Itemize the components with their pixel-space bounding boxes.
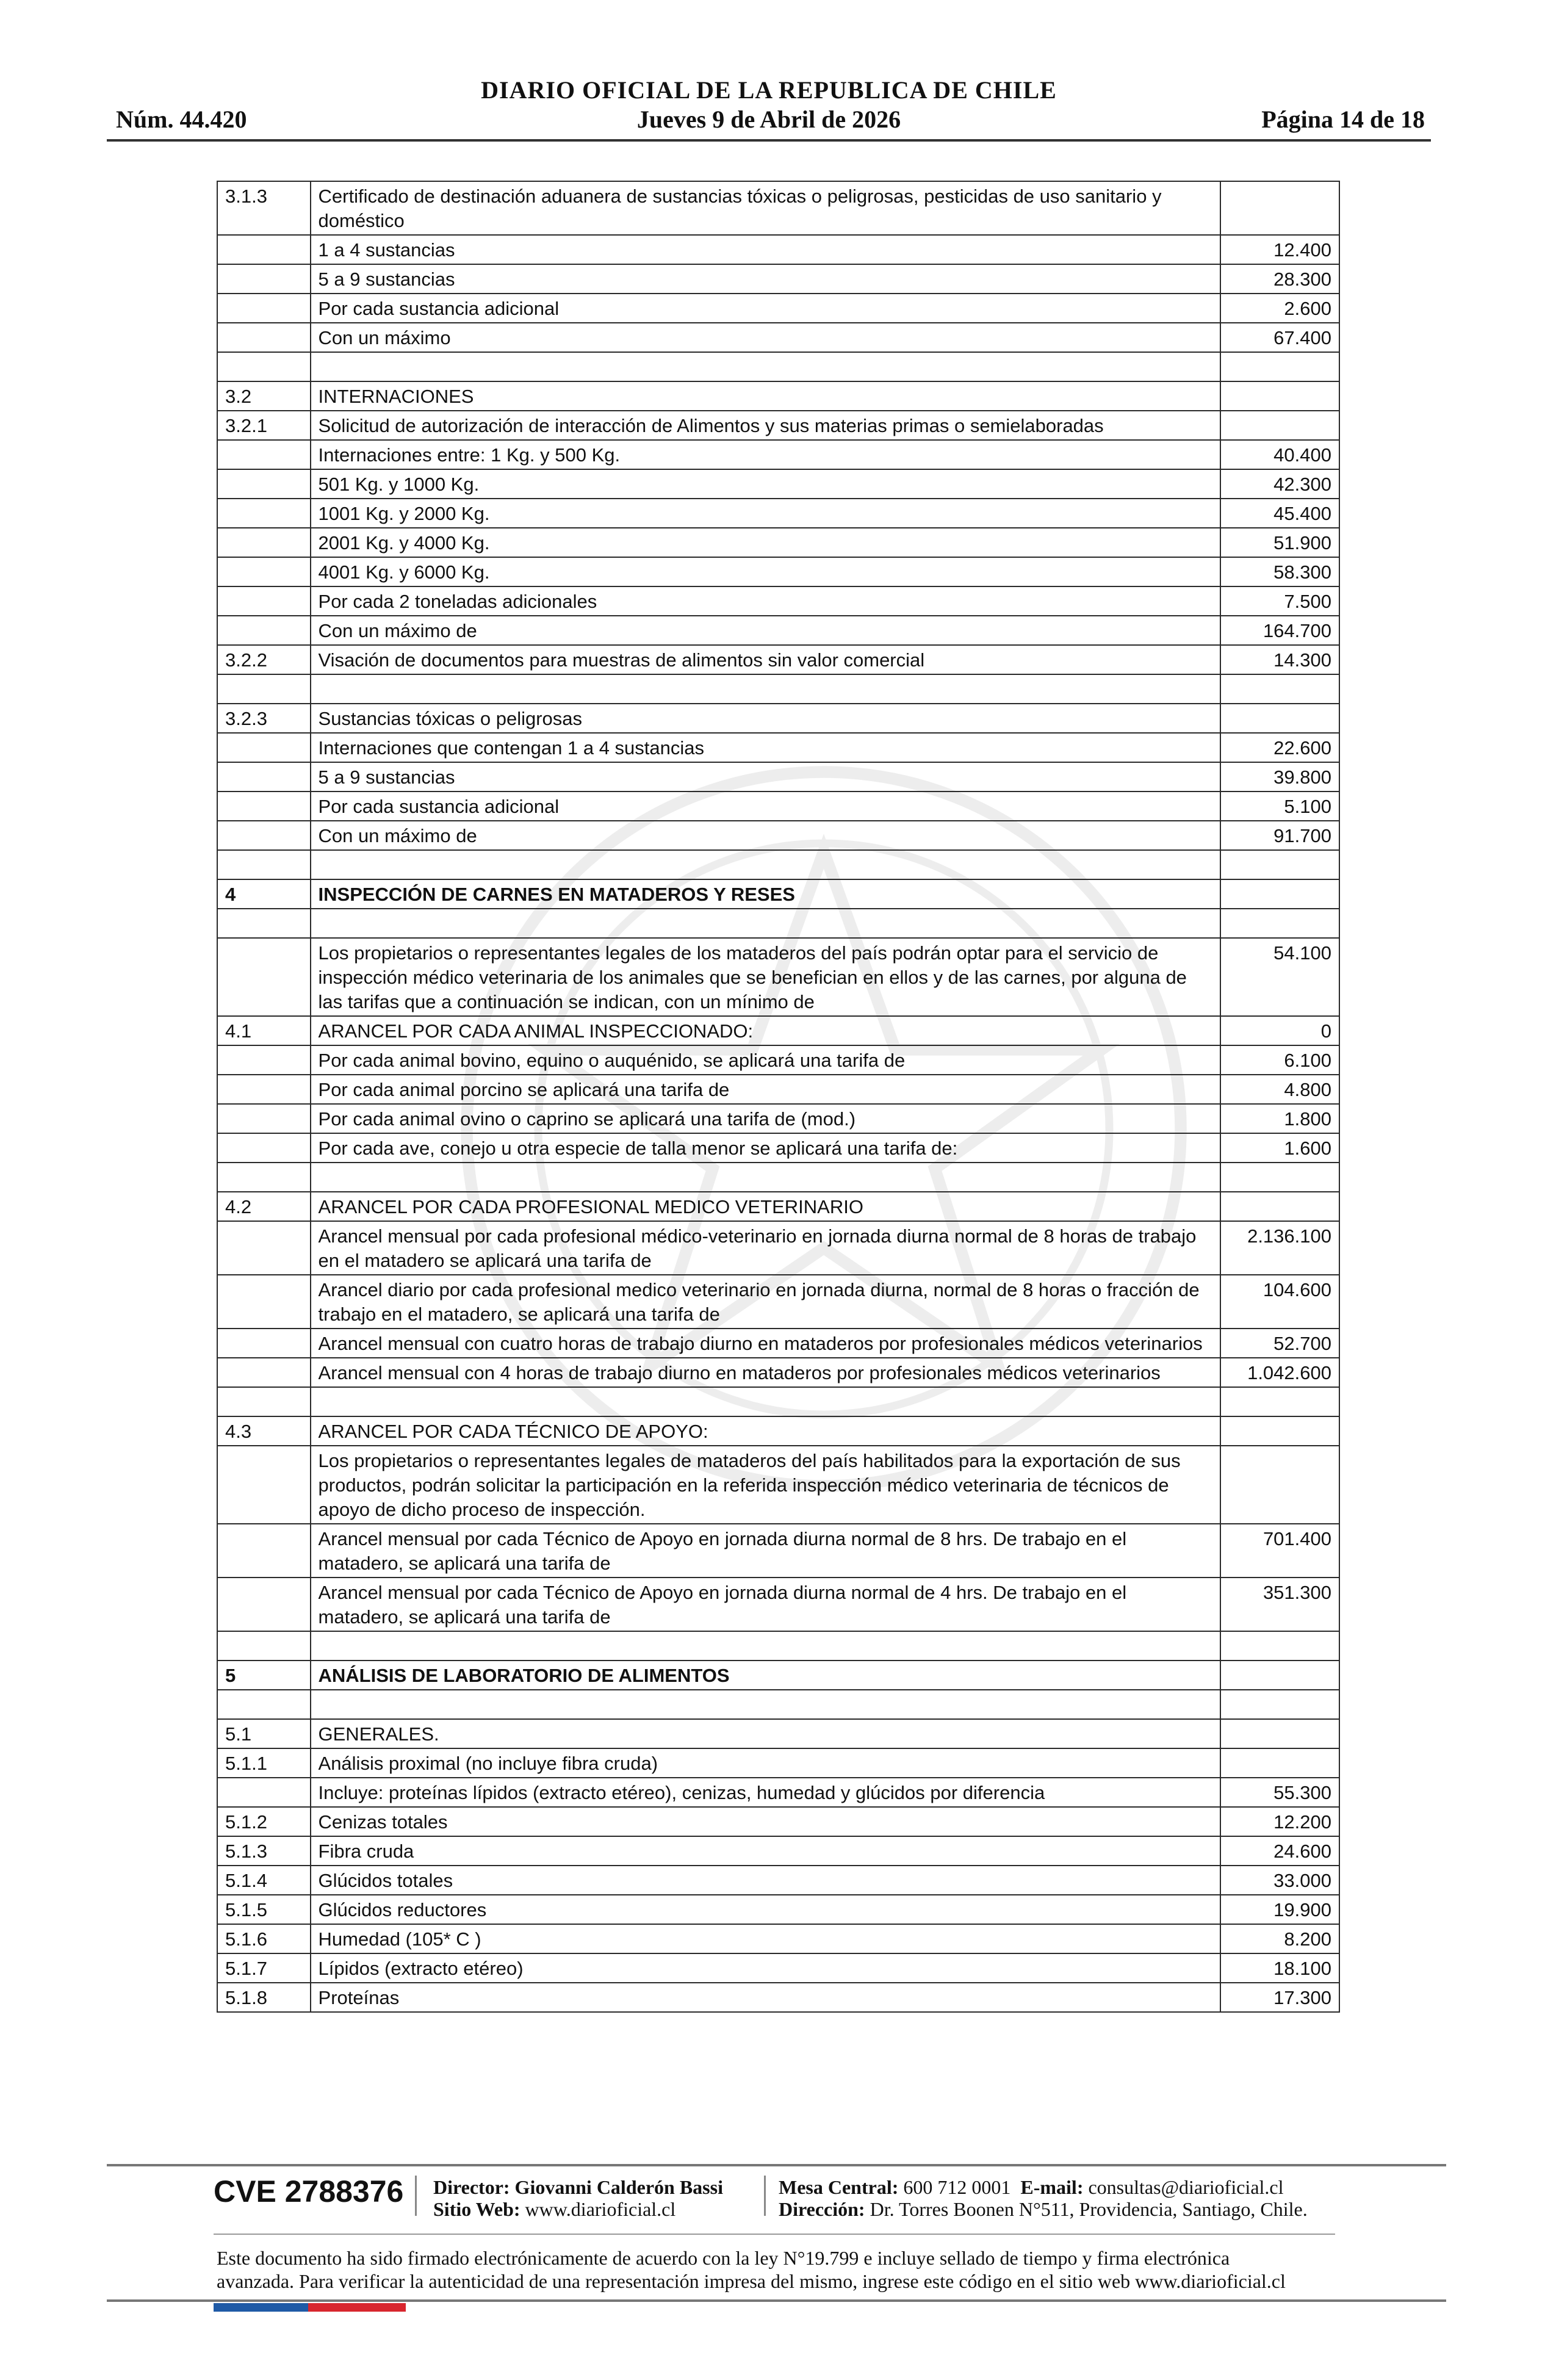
row-description: 4001 Kg. y 6000 Kg.	[311, 557, 1220, 586]
row-code	[217, 1221, 311, 1275]
row-description: ANÁLISIS DE LABORATORIO DE ALIMENTOS	[311, 1661, 1220, 1690]
row-code: 5.1.2	[217, 1807, 311, 1836]
phone-value: 600 712 0001	[903, 2176, 1011, 2198]
row-code	[217, 909, 311, 938]
footer-bottom-rule	[107, 2299, 1446, 2302]
row-code	[217, 264, 311, 294]
row-code	[217, 294, 311, 323]
table-row	[217, 1807, 1339, 1836]
row-code	[217, 1104, 311, 1133]
row-amount: 33.000	[1220, 1866, 1339, 1895]
phone-label: Mesa Central:	[779, 2176, 899, 2198]
table-row	[217, 1836, 1339, 1866]
row-description: ARANCEL POR CADA PROFESIONAL MEDICO VETERINARIO	[311, 1192, 1220, 1221]
row-amount: 5.100	[1220, 792, 1339, 821]
table-row	[217, 1690, 1339, 1719]
director-name: Giovanni Calderón Bassi	[514, 2176, 723, 2198]
row-description: Cenizas totales	[311, 1807, 1220, 1836]
row-code	[217, 792, 311, 821]
row-code	[217, 821, 311, 850]
row-code	[217, 1387, 311, 1416]
table-row	[217, 557, 1339, 586]
row-code	[217, 352, 311, 381]
table-row	[217, 1163, 1339, 1192]
table-row	[217, 704, 1339, 733]
row-code	[217, 762, 311, 792]
row-amount: 14.300	[1220, 645, 1339, 674]
row-code	[217, 235, 311, 264]
row-code	[217, 1133, 311, 1163]
row-amount	[1220, 1163, 1339, 1192]
table-row	[217, 909, 1339, 938]
row-description: Certificado de destinación aduanera de sustancias tóxicas o peligrosas, pesticidas de uso sanitario y doméstico	[311, 181, 1220, 235]
row-code	[217, 440, 311, 469]
table-row	[217, 440, 1339, 469]
row-code	[217, 1329, 311, 1358]
row-description: Internaciones que contengan 1 a 4 sustancias	[311, 733, 1220, 762]
row-description: Por cada 2 toneladas adicionales	[311, 586, 1220, 616]
row-code	[217, 733, 311, 762]
row-code: 4	[217, 879, 311, 909]
page-header	[107, 73, 1431, 142]
row-amount: 91.700	[1220, 821, 1339, 850]
row-amount: 6.100	[1220, 1045, 1339, 1075]
footer-top-rule	[107, 2164, 1446, 2166]
row-description: ARANCEL POR CADA ANIMAL INSPECCIONADO:	[311, 1016, 1220, 1045]
row-code	[217, 586, 311, 616]
row-amount	[1220, 879, 1339, 909]
row-code: 5.1.4	[217, 1866, 311, 1895]
row-description: Por cada sustancia adicional	[311, 294, 1220, 323]
row-code	[217, 323, 311, 352]
row-description	[311, 674, 1220, 704]
table-row	[217, 674, 1339, 704]
row-description: 5 a 9 sustancias	[311, 762, 1220, 792]
flag-bar-blue	[214, 2303, 308, 2312]
row-code	[217, 1690, 311, 1719]
row-description: Arancel mensual por cada Técnico de Apoyo en jornada diurna normal de 8 hrs. De trabajo en el matadero, se aplicará una tarifa de	[311, 1524, 1220, 1578]
row-amount: 2.600	[1220, 294, 1339, 323]
row-code	[217, 1578, 311, 1631]
issue-date: Jueves 9 de Abril de 2026	[636, 106, 901, 133]
row-amount: 52.700	[1220, 1329, 1339, 1358]
row-code: 5.1.3	[217, 1836, 311, 1866]
row-code	[217, 499, 311, 528]
table-row	[217, 616, 1339, 645]
director-label: Director:	[433, 2176, 510, 2198]
table-row	[217, 1983, 1339, 2012]
table-row	[217, 1953, 1339, 1983]
row-code: 5.1	[217, 1719, 311, 1748]
address-value: Dr. Torres Boonen N°511, Providencia, Santiago, Chile.	[870, 2198, 1308, 2220]
row-code: 4.2	[217, 1192, 311, 1221]
row-code	[217, 616, 311, 645]
row-code: 3.2	[217, 381, 311, 411]
row-description: Humedad (105* C )	[311, 1924, 1220, 1953]
table-row	[217, 1275, 1339, 1329]
row-amount	[1220, 1446, 1339, 1524]
table-row	[217, 528, 1339, 557]
table-row	[217, 294, 1339, 323]
row-description: Sustancias tóxicas o peligrosas	[311, 704, 1220, 733]
row-code: 5.1.7	[217, 1953, 311, 1983]
row-amount: 164.700	[1220, 616, 1339, 645]
row-code	[217, 1275, 311, 1329]
table-row	[217, 1221, 1339, 1275]
row-amount	[1220, 1416, 1339, 1446]
row-description	[311, 1631, 1220, 1661]
row-amount: 22.600	[1220, 733, 1339, 762]
row-code	[217, 850, 311, 879]
table-row	[217, 821, 1339, 850]
table-row	[217, 1924, 1339, 1953]
row-description: Con un máximo de	[311, 821, 1220, 850]
newspaper-title: DIARIO OFICIAL DE LA REPUBLICA DE CHILE	[481, 76, 1057, 104]
row-amount	[1220, 704, 1339, 733]
row-code	[217, 1358, 311, 1387]
table-row	[217, 586, 1339, 616]
row-description: 5 a 9 sustancias	[311, 264, 1220, 294]
web-label: Sitio Web:	[433, 2198, 520, 2220]
table-row	[217, 1778, 1339, 1807]
footer-director-block	[433, 2176, 723, 2220]
table-row	[217, 1661, 1339, 1690]
table-row	[217, 762, 1339, 792]
row-amount: 24.600	[1220, 1836, 1339, 1866]
row-amount	[1220, 850, 1339, 879]
email-link[interactable]: consultas@diarioficial.cl	[1088, 2176, 1284, 2198]
row-code: 5.1.8	[217, 1983, 311, 2012]
table-row	[217, 411, 1339, 440]
table-row	[217, 1866, 1339, 1895]
row-description: Arancel diario por cada profesional medico veterinario en jornada diurna, normal de 8 horas o fracción de trabajo en el matadero, se aplicará una tarifa de	[311, 1275, 1220, 1329]
table-row	[217, 1387, 1339, 1416]
table-row	[217, 469, 1339, 499]
row-amount: 4.800	[1220, 1075, 1339, 1104]
footer-separator	[415, 2176, 417, 2216]
table-row	[217, 1358, 1339, 1387]
row-amount: 12.400	[1220, 235, 1339, 264]
row-description: 1 a 4 sustancias	[311, 235, 1220, 264]
row-amount: 19.900	[1220, 1895, 1339, 1924]
row-amount	[1220, 1661, 1339, 1690]
row-description: Por cada ave, conejo u otra especie de talla menor se aplicará una tarifa de:	[311, 1133, 1220, 1163]
issue-number: Núm. 44.420	[116, 106, 247, 133]
row-description: Con un máximo de	[311, 616, 1220, 645]
table-row	[217, 323, 1339, 352]
row-code: 5.1.5	[217, 1895, 311, 1924]
row-amount: 42.300	[1220, 469, 1339, 499]
row-description: 2001 Kg. y 4000 Kg.	[311, 528, 1220, 557]
table-row	[217, 792, 1339, 821]
row-description: Los propietarios o representantes legales de los mataderos del país podrán optar para el servicio de inspección médico veterinaria de los animales que se benefician en ellos y de las carnes, por alguna de las tarifas que a continuación se indican, con un mínimo de	[311, 938, 1220, 1016]
row-description: Análisis proximal (no incluye fibra cruda)	[311, 1748, 1220, 1778]
row-code: 3.2.2	[217, 645, 311, 674]
row-code	[217, 469, 311, 499]
row-code: 5.1.6	[217, 1924, 311, 1953]
signature-note	[217, 2246, 1345, 2293]
row-amount	[1220, 411, 1339, 440]
row-amount: 54.100	[1220, 938, 1339, 1016]
row-description: INTERNACIONES	[311, 381, 1220, 411]
row-amount: 1.600	[1220, 1133, 1339, 1163]
table-row	[217, 1104, 1339, 1133]
table-row	[217, 1748, 1339, 1778]
table-row	[217, 235, 1339, 264]
row-description: Por cada animal ovino o caprino se aplicará una tarifa de (mod.)	[311, 1104, 1220, 1133]
signature-note-line: Este documento ha sido firmado electrónicamente de acuerdo con la ley N°19.799 e incluye sellado de tiempo y firma electrónica	[217, 2247, 1230, 2269]
row-amount: 1.042.600	[1220, 1358, 1339, 1387]
row-code	[217, 528, 311, 557]
row-code: 5	[217, 1661, 311, 1690]
row-amount: 104.600	[1220, 1275, 1339, 1329]
row-code: 3.2.1	[217, 411, 311, 440]
row-amount	[1220, 1748, 1339, 1778]
row-code	[217, 1778, 311, 1807]
row-amount	[1220, 1690, 1339, 1719]
row-amount	[1220, 1631, 1339, 1661]
row-description: ARANCEL POR CADA TÉCNICO DE APOYO:	[311, 1416, 1220, 1446]
row-amount: 1.800	[1220, 1104, 1339, 1133]
row-amount: 55.300	[1220, 1778, 1339, 1807]
row-code	[217, 1524, 311, 1578]
row-description: Por cada sustancia adicional	[311, 792, 1220, 821]
table-row	[217, 1075, 1339, 1104]
table-row	[217, 1045, 1339, 1075]
row-amount: 58.300	[1220, 557, 1339, 586]
row-description: Arancel mensual por cada Técnico de Apoyo en jornada diurna normal de 4 hrs. De trabajo en el matadero, se aplicará una tarifa de	[311, 1578, 1220, 1631]
row-description: Arancel mensual con 4 horas de trabajo diurno en mataderos por profesionales médicos veterinarios	[311, 1358, 1220, 1387]
table-row	[217, 381, 1339, 411]
row-amount	[1220, 352, 1339, 381]
address-label: Dirección:	[779, 2198, 865, 2220]
table-row	[217, 1133, 1339, 1163]
row-description: Por cada animal porcino se aplicará una tarifa de	[311, 1075, 1220, 1104]
row-amount: 17.300	[1220, 1983, 1339, 2012]
table-row	[217, 1192, 1339, 1221]
row-amount: 18.100	[1220, 1953, 1339, 1983]
row-description	[311, 1387, 1220, 1416]
flag-bar-red	[308, 2303, 406, 2312]
row-amount	[1220, 181, 1339, 235]
row-description: 501 Kg. y 1000 Kg.	[311, 469, 1220, 499]
row-description: Los propietarios o representantes legales de mataderos del país habilitados para la exportación de sus productos, podrán solicitar la participación en la referida inspección médico veterinaria de técnicos de apoyo de dicho proceso de inspección.	[311, 1446, 1220, 1524]
row-amount	[1220, 909, 1339, 938]
table-row	[217, 181, 1339, 235]
row-code	[217, 1446, 311, 1524]
row-description: Glúcidos reductores	[311, 1895, 1220, 1924]
table-row	[217, 1446, 1339, 1524]
row-description: Visación de documentos para muestras de alimentos sin valor comercial	[311, 645, 1220, 674]
table-row	[217, 645, 1339, 674]
row-description: Lípidos (extracto etéreo)	[311, 1953, 1220, 1983]
row-code: 3.1.3	[217, 181, 311, 235]
row-description: Arancel mensual por cada profesional médico-veterinario en jornada diurna normal de 8 horas de trabajo en el matadero se aplicará una tarifa de	[311, 1221, 1220, 1275]
table-row	[217, 1016, 1339, 1045]
row-amount: 701.400	[1220, 1524, 1339, 1578]
email-label: E-mail:	[1020, 2176, 1084, 2198]
table-row	[217, 499, 1339, 528]
row-description: Glúcidos totales	[311, 1866, 1220, 1895]
row-code: 4.3	[217, 1416, 311, 1446]
row-description: 1001 Kg. y 2000 Kg.	[311, 499, 1220, 528]
row-amount	[1220, 1719, 1339, 1748]
row-amount: 40.400	[1220, 440, 1339, 469]
table-row	[217, 352, 1339, 381]
row-description: Fibra cruda	[311, 1836, 1220, 1866]
table-row	[217, 733, 1339, 762]
row-amount	[1220, 1387, 1339, 1416]
row-description: Incluye: proteínas lípidos (extracto etéreo), cenizas, humedad y glúcidos por diferencia	[311, 1778, 1220, 1807]
table-row	[217, 1719, 1339, 1748]
row-description: Proteínas	[311, 1983, 1220, 2012]
row-amount: 8.200	[1220, 1924, 1339, 1953]
row-description: Solicitud de autorización de interacción de Alimentos y sus materias primas o semielaboradas	[311, 411, 1220, 440]
row-description	[311, 352, 1220, 381]
row-amount: 2.136.100	[1220, 1221, 1339, 1275]
row-code	[217, 1075, 311, 1104]
row-description: GENERALES.	[311, 1719, 1220, 1748]
row-amount: 39.800	[1220, 762, 1339, 792]
row-description	[311, 850, 1220, 879]
row-code	[217, 938, 311, 1016]
footer-mid-rule	[214, 2234, 1335, 2235]
table-row	[217, 938, 1339, 1016]
row-amount: 51.900	[1220, 528, 1339, 557]
row-code	[217, 674, 311, 704]
row-code	[217, 557, 311, 586]
row-code	[217, 1045, 311, 1075]
row-amount: 67.400	[1220, 323, 1339, 352]
row-code: 3.2.3	[217, 704, 311, 733]
footer-separator	[764, 2176, 766, 2216]
row-amount: 12.200	[1220, 1807, 1339, 1836]
row-amount: 0	[1220, 1016, 1339, 1045]
tariff-table	[217, 181, 1340, 2013]
table-row	[217, 1895, 1339, 1924]
table-row	[217, 1329, 1339, 1358]
row-amount: 351.300	[1220, 1578, 1339, 1631]
row-amount: 28.300	[1220, 264, 1339, 294]
page-number: Página 14 de 18	[1261, 106, 1425, 133]
row-code: 5.1.1	[217, 1748, 311, 1778]
footer-contact-block	[779, 2176, 1308, 2220]
row-amount: 45.400	[1220, 499, 1339, 528]
row-description: Por cada animal bovino, equino o auquénido, se aplicará una tarifa de	[311, 1045, 1220, 1075]
signature-note-line: avanzada. Para verificar la autenticidad de una representación impresa del mismo, ingrese este código en el sitio web www.diarioficial.cl	[217, 2270, 1286, 2292]
table-row	[217, 879, 1339, 909]
row-description: INSPECCIÓN DE CARNES EN MATADEROS Y RESES	[311, 879, 1220, 909]
row-code	[217, 1163, 311, 1192]
row-amount: 7.500	[1220, 586, 1339, 616]
cve-code: CVE 2788376	[214, 2174, 404, 2209]
row-code	[217, 1631, 311, 1661]
row-description: Arancel mensual con cuatro horas de trabajo diurno en mataderos por profesionales médicos veterinarios	[311, 1329, 1220, 1358]
row-description	[311, 1163, 1220, 1192]
table-row	[217, 1631, 1339, 1661]
row-amount	[1220, 674, 1339, 704]
row-amount	[1220, 381, 1339, 411]
web-link[interactable]: www.diarioficial.cl	[525, 2198, 676, 2220]
row-description	[311, 1690, 1220, 1719]
table-row	[217, 850, 1339, 879]
table-row	[217, 1524, 1339, 1578]
row-description: Con un máximo	[311, 323, 1220, 352]
row-amount	[1220, 1192, 1339, 1221]
row-description	[311, 909, 1220, 938]
table-row	[217, 1416, 1339, 1446]
row-description: Internaciones entre: 1 Kg. y 500 Kg.	[311, 440, 1220, 469]
table-row	[217, 1578, 1339, 1631]
row-code: 4.1	[217, 1016, 311, 1045]
table-row	[217, 264, 1339, 294]
